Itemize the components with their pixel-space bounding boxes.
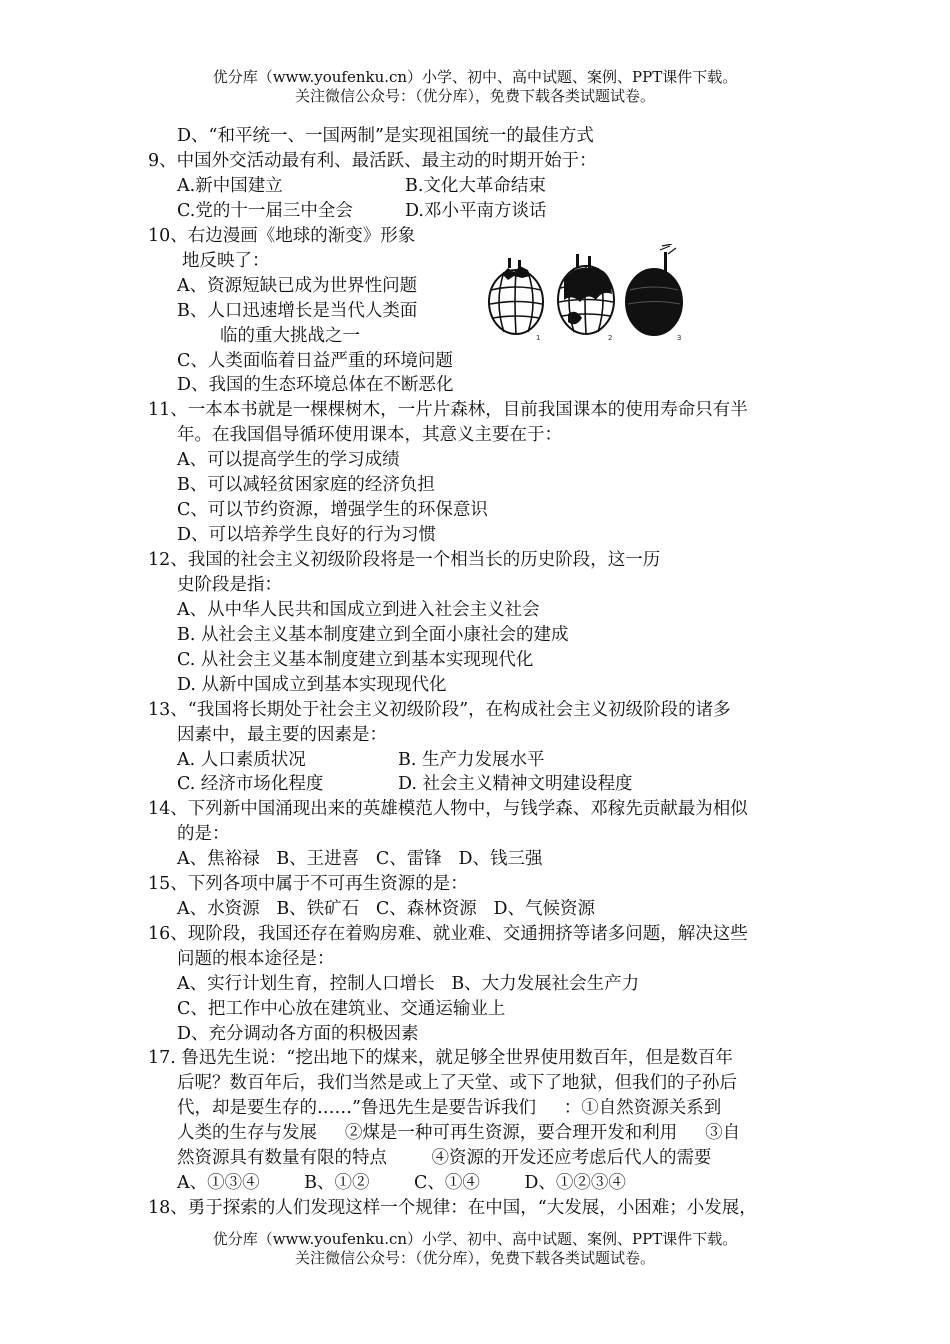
globe-label-2: 2 — [608, 334, 613, 342]
q11-stem-line-2: 年。在我国倡导循环使用课本，其意义主要在于： — [177, 425, 562, 445]
page-header-line-1: 优分库（www.youfenku.cn）小学、初中、高中试题、案例、PPT课件下载。 — [212, 68, 738, 86]
q16-option-c: C、把工作中心放在建筑业、交通运输业上 — [177, 999, 506, 1019]
q12-option-d: D. 从新中国成立到基本实现现代化 — [177, 675, 447, 695]
globe-label-3: 3 — [677, 334, 682, 342]
q12-stem-line-2: 史阶段是指： — [177, 575, 282, 595]
q13-option-d: D. 社会主义精神文明建设程度 — [398, 774, 633, 794]
q10-option-b-line-1: B、人口迅速增长是当代人类面 — [177, 301, 418, 321]
q14-options: A、焦裕禄 B、王进喜 C、雷锋 D、钱三强 — [177, 849, 543, 869]
q11-option-c: C、可以节约资源，增强学生的环保意识 — [177, 500, 488, 520]
q17-line-5: 然资源具有数量有限的特点 ④资源的开发还应考虑后代人的需要 — [177, 1148, 712, 1168]
q13-stem-line-1: 13、“我国将长期处于社会主义初级阶段”，在构成社会主义初级阶段的诸多 — [148, 700, 731, 720]
q16-stem-line-1: 16、现阶段，我国还存在着购房难、就业难、交通拥挤等诸多问题，解决这些 — [148, 924, 748, 944]
q10-stem-line-1: 10、右边漫画《地球的渐变》形象 — [148, 226, 416, 246]
q13-option-a: A. 人口素质状况 — [177, 750, 306, 770]
q10-option-d: D、我国的生态环境总体在不断恶化 — [177, 375, 454, 395]
page-footer-line-1: 优分库（www.youfenku.cn）小学、初中、高中试题、案例、PPT课件下载。 — [212, 1230, 738, 1248]
q9-option-b: B.文化大革命结束 — [405, 176, 546, 196]
q18-stem-line-1: 18、勇于探索的人们发现这样一个规律：在中国，“大发展，小困难；小发展， — [148, 1198, 757, 1218]
earth-change-cartoon — [484, 244, 694, 344]
q12-stem-line-1: 12、我国的社会主义初级阶段将是一个相当长的历史阶段，这一历 — [148, 550, 661, 570]
q10-option-c: C、人类面临着日益严重的环境问题 — [177, 351, 453, 371]
page-header-line-2: 关注微信公众号：（优分库），免费下载各类试题试卷。 — [294, 87, 655, 105]
q14-stem-line-2: 的是： — [177, 824, 230, 844]
page-footer-line-2: 关注微信公众号：（优分库），免费下载各类试题试卷。 — [294, 1249, 655, 1267]
q11-option-a: A、可以提高学生的学习成绩 — [177, 450, 400, 470]
q12-option-c: C. 从社会主义基本制度建立到基本实现现代化 — [177, 650, 534, 670]
q10-stem-line-2: 地反映了： — [182, 251, 270, 271]
q9-option-d: D.邓小平南方谈话 — [405, 201, 547, 221]
q17-line-3: 代，却是要生存的……”鲁迅先生是要告诉我们 ：①自然资源关系到 — [177, 1098, 722, 1118]
q15-options: A、水资源 B、铁矿石 C、森林资源 D、气候资源 — [177, 899, 595, 919]
globe-1-image — [489, 258, 543, 334]
q16-stem-line-2: 问题的根本途径是： — [177, 949, 335, 969]
q13-option-b: B. 生产力发展水平 — [398, 750, 545, 770]
q13-stem-line-2: 因素中，最主要的因素是： — [177, 725, 387, 745]
q17-line-1: 17. 鲁迅先生说：“挖出地下的煤来，就足够全世界使用数百年，但是数百年 — [148, 1048, 733, 1068]
q10-option-b-line-2: 临的重大挑战之一 — [220, 326, 360, 346]
q16-option-d: D、充分调动各方面的积极因素 — [177, 1024, 419, 1044]
q11-option-b: B、可以减轻贫困家庭的经济负担 — [177, 475, 435, 495]
q17-line-4: 人类的生存与发展 ②煤是一种可再生资源，要合理开发和利用 ③自 — [177, 1123, 741, 1143]
q13-option-c: C. 经济市场化程度 — [177, 774, 324, 794]
q14-stem-line-1: 14、下列新中国涌现出来的英雄模范人物中，与钱学森、邓稼先贡献最为相似 — [148, 799, 748, 819]
q11-stem-line-1: 11、一本本书就是一棵棵树木，一片片森林，目前我国课本的使用寿命只有半 — [148, 400, 748, 420]
q9-stem: 9、中国外交活动最有利、最活跃、最主动的时期开始于： — [148, 151, 597, 171]
q17-line-2: 后呢？数百年后，我们当然是或上了天堂、或下了地狱，但我们的子孙后 — [177, 1073, 737, 1093]
q9-option-c: C.党的十一届三中全会 — [177, 201, 353, 221]
globe-3-image — [626, 244, 682, 335]
q12-option-b: B. 从社会主义基本制度建立到全面小康社会的建成 — [177, 625, 569, 645]
q8-option-d: D、“和平统一、一国两制”是实现祖国统一的最佳方式 — [177, 126, 594, 146]
q9-option-a: A.新中国建立 — [177, 176, 283, 196]
q17-options: A、①③④ B、①② C、①④ D、①②③④ — [177, 1173, 626, 1193]
q16-options-ab: A、实行计划生育，控制人口增长 B、大力发展社会生产力 — [177, 974, 640, 994]
q15-stem: 15、下列各项中属于不可再生资源的是： — [148, 874, 468, 894]
q10-option-a: A、资源短缺已成为世界性问题 — [177, 276, 418, 296]
q12-option-a: A、从中华人民共和国成立到进入社会主义社会 — [177, 600, 540, 620]
q11-option-d: D、可以培养学生良好的行为习惯 — [177, 525, 437, 545]
globe-2-image — [558, 254, 614, 334]
globe-label-1: 1 — [536, 334, 541, 342]
